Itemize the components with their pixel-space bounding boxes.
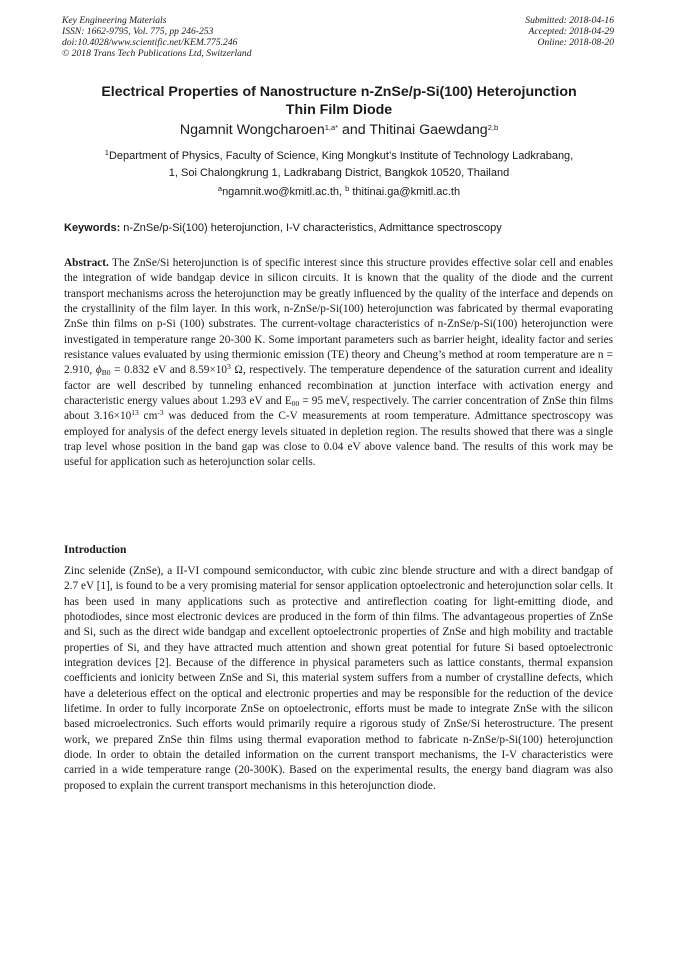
affiliation <box>40 148 638 182</box>
unit-exponent: -3 <box>157 408 164 418</box>
keywords-text: n-ZnSe/p-Si(100) heterojunction, I-V characteristics, Admittance spectroscopy <box>120 222 502 234</box>
author-1: Ngamnit Wongcharoen <box>179 122 325 138</box>
email-b-mark: b <box>345 184 350 193</box>
abstract-text-4: = 95 meV, respectively. The carrier concentration of ZnSe thin films about 3.16×10 <box>64 394 613 423</box>
email-b: thitinai.ga@kmitl.ac.th <box>349 186 461 198</box>
journal-name: Key Engineering Materials <box>62 15 167 26</box>
affiliation-mark: 1 <box>104 148 109 157</box>
author-2: Thitinai Gaewdang <box>369 122 488 138</box>
title-line-2: Thin Film Diode <box>285 102 393 118</box>
journal-info <box>62 15 252 59</box>
keywords-label: Keywords: <box>64 222 121 234</box>
abstract-text-1: The ZnSe/Si heterojunction is of specific interest since this structure provides effective solar cell and enables the integration of wide bandgap device in silicon circuits. It is known that the quality of the diode and the current transport mechanisms across the heterojunction may be greatly influenced by the quality of the interface and depends on the crystallinity of the film layer. In this work, n-ZnSe/p-Si(100) heterojunction was fabricated by thermal evaporating ZnSe thin films on p-Si (100) substrates. The current-voltage characteristics of n-ZnSe/p-Si(100) heterojunction were investigated in temperature range 20-300 K. Some important parameters such as barrier height, ideality factor and series resistance values evaluated by using thermionic emission (TE) theory and Cheung’s method at room temperature are n = 2.910, <box>64 257 613 377</box>
concentration-exponent: 13 <box>131 408 139 418</box>
email-a-mark: a <box>217 184 223 193</box>
resistance-exponent: 3 <box>227 362 231 372</box>
journal-issn: ISSN: 1662-9795, Vol. 775, pp 246-253 <box>62 26 214 37</box>
abstract-text-3: Ω, respectively. The temperature dependence of the saturation current and ideality factor are well described by tunneling enhanced recombination at junction interface with activation energy and characteristic energy values about 1.293 eV and E <box>64 364 613 407</box>
abstract-text-5: cm <box>138 410 158 423</box>
email-a: ngamnit.wo@kmitl.ac.th, <box>222 186 346 198</box>
abstract <box>64 256 613 471</box>
accepted-date: Accepted: 2018-04-29 <box>528 26 614 37</box>
abstract-text-6: was deduced from the C-V measurements at room temperature. Admittance spectroscopy was employed for analysis of the defect energy levels situated in depletion region. The results showed that there was a single trap level whose position in the band gap was close to 0.04 eV above valence band. The results of this work may be useful for application such as heterojunction solar cells. <box>64 410 613 469</box>
publication-dates <box>525 15 614 48</box>
characteristic-energy-subscript: 00 <box>291 398 300 408</box>
affiliation-line-1: Department of Physics, Faculty of Science, King Mongkut’s Institute of Technology Ladkrabang, <box>108 150 574 162</box>
barrier-height-symbol: ϕ <box>95 364 102 377</box>
title-line-1: Electrical Properties of Nanostructure n-ZnSe/p-Si(100) Heterojunction <box>101 84 577 100</box>
author-conjunction: and <box>338 122 370 138</box>
online-date: Online: 2018-08-20 <box>537 37 614 48</box>
author-2-affiliation-mark: 2,b <box>487 123 499 132</box>
barrier-height-subscript: B0 <box>101 368 111 378</box>
author-list <box>40 121 638 139</box>
abstract-label: Abstract. <box>64 257 109 269</box>
journal-copyright: © 2018 Trans Tech Publications Ltd, Switzerland <box>62 48 252 59</box>
abstract-text-2: = 0.832 eV and 8.59×10 <box>110 364 228 377</box>
introduction-text: Zinc selenide (ZnSe), a II-VI compound semiconductor, with cubic zinc blende structure and with a direct bandgap of 2.7 eV [1], is found to be a very promising material for sensor application optoelectronic and heterojunction solar cells. It has been used in many applications such as protective and antireflection coating for light-emitting diode, and photodiodes, since most electronic devices are produced in the form of thin films. The advantageous properties of ZnSe and Si, such as the direct wide bandgap and excellent optoelectronic properties of ZnSe and high mobility and tractable properties of Si, and they have attracted much attention and shown great potential for future Si based optoelectronic integration devices [2]. Because of the difference in physical parameters such as lattice constants, thermal expansion coefficients and ionicity between ZnSe and Si, this material system suffers from a number of crystalline defects, which have a deleterious effect on the optical and electronic properties and may be responsible for the reduction of the device lifetime. In order to fully incorporate ZnSe on optoelectronic, efforts must be made to integrate ZnSe with the silicon based microelectronics. Such efforts would primarily require a rigorous study of ZnSe/Si heterostructure. The present work, we prepared ZnSe thin films using thermal evaporation method to fabricate n-ZnSe/p-Si(100) heterojunction diode. In order to obtain the detailed information on the current transport mechanisms, the I-V characteristics were carried in a wide temperature range (20-300K). Based on the experimental results, the energy band diagram was also proposed to explain the current transport mechanisms in this heterojunction diode. <box>64 565 613 792</box>
affiliation-line-2: 1, Soi Chalongkrung 1, Ladkrabang District, Bangkok 10520, Thailand <box>168 167 510 179</box>
journal-doi: doi:10.4028/www.scientific.net/KEM.775.246 <box>62 37 238 48</box>
introduction-heading: Introduction <box>64 544 127 556</box>
keywords <box>64 220 614 236</box>
author-emails <box>40 184 638 200</box>
paper-title <box>40 83 638 119</box>
author-1-affiliation-mark: 1,a* <box>324 123 339 132</box>
submitted-date: Submitted: 2018-04-16 <box>525 15 614 26</box>
